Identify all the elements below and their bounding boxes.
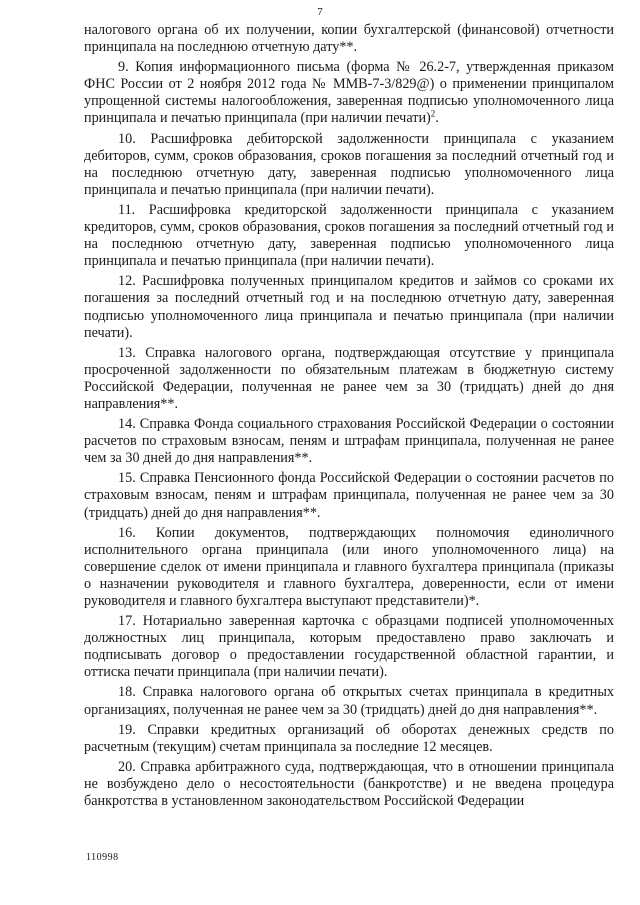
paragraph-item-16: 16. Копии документов, подтверждающих полномочия единоличного исполнительного органа принципала (или иного уполномоченного лица) на совершение сделок от имени принципала и главного бухгалтера принципала (приказы о назначении руководителя и главного бухгалтера, доверенности, если от имени руководителя и главного бухгалтера выступают представители)*.	[84, 524, 614, 609]
paragraph-item-20: 20. Справка арбитражного суда, подтверждающая, что в отношении принципала не возбуждено дело о несостоятельности (банкротстве) и не введена процедура банкротства в установленном законодательством Российской Федерации	[84, 758, 614, 810]
paragraph-item-19: 19. Справки кредитных организаций об оборотах денежных средств по расчетным (текущим) счетам принципала за последние 12 месяцев.	[84, 721, 614, 755]
paragraph-text: 9. Копия информационного письма (форма № 26.2-7, утвержденная приказом ФНС России от 2 ноября 2012 года № ММВ-7-3/829@) о применении принципалом упрощенной системы налогообложения, заверенная подписью уполномоченного лица принципала и печатью принципала (при наличии печати)	[84, 59, 614, 127]
page-number: 7	[317, 6, 323, 18]
paragraph-item-11: 11. Расшифровка кредиторской задолженности принципала с указанием кредиторов, сумм, сроков образования, сроков погашения за последний отчетный год и на последнюю отчетную дату, заверенная подписью уполномоченного лица принципала и печатью принципала (при наличии печати).	[84, 201, 614, 270]
paragraph-item-15: 15. Справка Пенсионного фонда Российской Федерации о состоянии расчетов по страховым взносам, пеням и штрафам принципала, полученная не ранее чем за 30 (тридцать) дней до дня направления**.	[84, 470, 614, 521]
footnote-marker: 2	[430, 108, 436, 119]
paragraph-continued: налогового органа об их получении, копии бухгалтерской (финансовой) отчетности принципала на последнюю отчетную дату**.	[84, 22, 614, 56]
paragraph-item-10: 10. Расшифровка дебиторской задолженности принципала с указанием дебиторов, сумм, сроков образования, сроков погашения за последний отчетный год и на последнюю отчетную дату, заверенная подписью уполномоченного лица принципала и печатью принципала (при наличии печати).	[84, 130, 614, 198]
document-code: 110998	[86, 852, 119, 863]
paragraph-item-18: 18. Справка налогового органа об открытых счетах принципала в кредитных организациях, полученная не ранее чем за 30 (тридцать) дней до дня направления**.	[84, 684, 614, 718]
paragraph-item-9	[84, 59, 614, 127]
paragraph-item-14: 14. Справка Фонда социального страхования Российской Федерации о состоянии расчетов по страховым взносам, пеням и штрафам принципала, полученная не ранее чем за 30 дней до дня направления**.	[84, 416, 614, 467]
document-body	[84, 22, 614, 813]
paragraph-tail: .	[435, 110, 439, 127]
paragraph-item-17: 17. Нотариально заверенная карточка с образцами подписей уполномоченных должностных лиц принципала, которым предоставлено право заключать и подписывать договор о предоставлении государственной областной гарантии, и оттиска печати принципала (при наличии печати).	[84, 613, 614, 681]
paragraph-item-13: 13. Справка налогового органа, подтверждающая отсутствие у принципала просроченной задолженности по обязательным платежам в бюджетную систему Российской Федерации, полученная не ранее чем за 30 (тридцать) дней до дня направления**.	[84, 344, 614, 412]
paragraph-item-12: 12. Расшифровка полученных принципалом кредитов и займов со сроками их погашения за последний отчетный год и на последнюю отчетную дату, заверенная подписью уполномоченного лица принципала и печатью принципала (при наличии печати).	[84, 273, 614, 341]
